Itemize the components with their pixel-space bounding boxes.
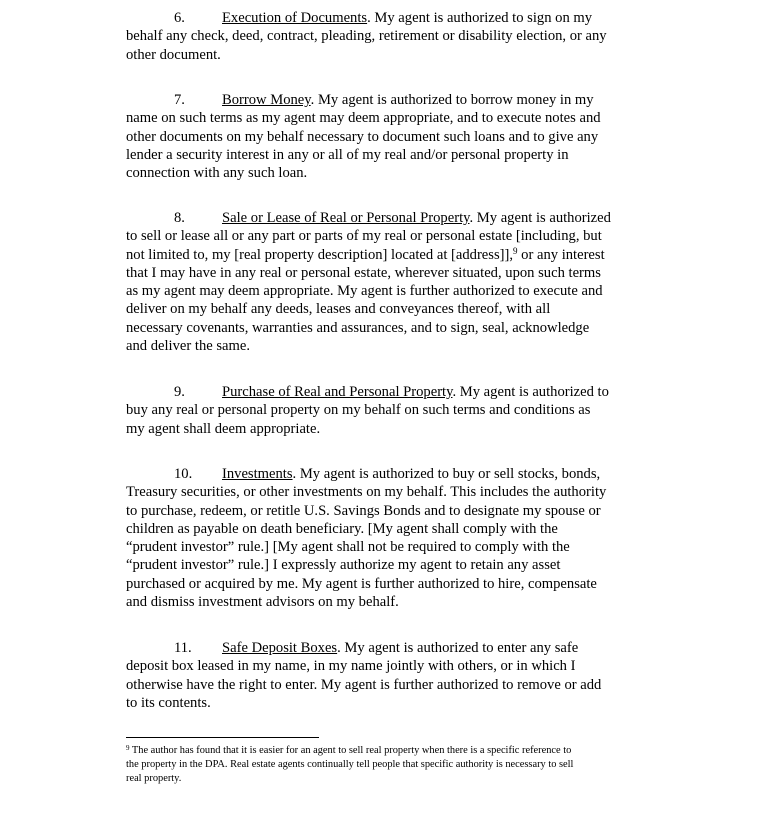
section-text: or any interest	[517, 246, 605, 263]
footnote-reference[interactable]: 9	[513, 245, 518, 256]
section-line: deliver on my behalf any deeds, leases and conveyances thereof, with all	[126, 301, 551, 318]
section-number: 10.	[174, 466, 193, 482]
section-number: 11.	[174, 640, 192, 656]
section-heading: Safe Deposit Boxes	[222, 640, 338, 656]
footnote-number: 9	[126, 744, 130, 752]
section-number: 8.	[174, 210, 185, 226]
section-line: “prudent investor” rule.] [My agent shall not be required to comply with the	[126, 539, 570, 556]
section-line: children as payable on death beneficiary. [My agent shall comply with the	[126, 520, 558, 537]
section-heading: Execution of Documents	[222, 10, 368, 26]
section-number: 7.	[174, 92, 185, 108]
section-line: and deliver the same.	[126, 338, 250, 355]
section-number: 9.	[174, 384, 185, 400]
section-first-line	[126, 209, 666, 227]
section-heading: Sale or Lease of Real or Personal Property	[222, 210, 470, 226]
section-line: to purchase, redeem, or retitle U.S. Savings Bonds and to designate my spouse or	[126, 502, 601, 519]
section-text: . My agent is authorized to	[452, 384, 609, 400]
section-line: Treasury securities, or other investments on my behalf. This includes the authority	[126, 484, 607, 501]
footnote-line	[126, 744, 666, 758]
section-text: . My agent is authorized to enter any safe	[337, 640, 579, 656]
section-heading: Borrow Money	[222, 92, 311, 108]
section-first-line	[126, 383, 666, 401]
section-line: that I may have in any real or personal estate, wherever situated, upon such terms	[126, 264, 601, 281]
section-line: deposit box leased in my name, in my name jointly with others, or in which I	[126, 658, 576, 675]
section-line: necessary covenants, warranties and assurances, and to sign, seal, acknowledge	[126, 319, 590, 336]
section-first-line	[126, 9, 666, 27]
section-first-line	[126, 639, 666, 657]
section-line: connection with any such loan.	[126, 165, 308, 182]
section-9	[126, 383, 666, 438]
section-line: behalf any check, deed, contract, pleading, retirement or disability election, or any	[126, 28, 607, 45]
section-line: otherwise have the right to enter. My agent is further authorized to remove or add	[126, 676, 602, 693]
footnote-text: The author has found that it is easier for an agent to sell real property when there is a specific reference to	[129, 745, 572, 756]
section-line: “prudent investor” rule.] I expressly authorize my agent to retain any asset	[126, 557, 561, 574]
section-line: as my agent may deem appropriate. My agent is further authorized to execute and	[126, 283, 603, 300]
section-line: lender a security interest in any or all of my real and/or personal property in	[126, 146, 569, 163]
section-line: other documents on my behalf necessary to document such loans and to give any	[126, 128, 599, 145]
footnote-separator	[126, 737, 319, 738]
section-line: to its contents.	[126, 694, 211, 711]
section-7	[126, 91, 666, 182]
section-number: 6.	[174, 10, 185, 26]
section-first-line	[126, 91, 666, 109]
section-text: . My agent is authorized to sign on my	[367, 10, 593, 26]
section-line: to sell or lease all or any part or parts of my real or personal estate [including, but	[126, 228, 602, 245]
footnote-line: real property.	[126, 773, 182, 784]
section-text: . My agent is authorized to buy or sell stocks, bonds,	[292, 466, 601, 482]
section-11	[126, 639, 666, 712]
section-text: . My agent is authorized to borrow money in my	[310, 92, 594, 108]
footnote	[126, 744, 666, 786]
section-heading: Purchase of Real and Personal Property	[222, 384, 453, 400]
section-line	[126, 246, 666, 264]
section-8	[126, 209, 666, 355]
section-first-line	[126, 465, 666, 483]
section-text: not limited to, my [real property description] located at [address]],	[126, 246, 514, 263]
section-10	[126, 465, 666, 611]
section-heading: Investments	[222, 466, 293, 482]
section-line: other document.	[126, 46, 221, 63]
section-line: name on such terms as my agent may deem appropriate, and to execute notes and	[126, 110, 601, 127]
footnote-line: the property in the DPA. Real estate agents continually tell people that specific authority is necessary to sell	[126, 759, 574, 770]
section-text: . My agent is authorized	[469, 210, 611, 226]
section-6	[126, 9, 666, 64]
section-line: buy any real or personal property on my behalf on such terms and conditions as	[126, 402, 591, 419]
section-line: and dismiss investment advisors on my behalf.	[126, 594, 399, 611]
section-line: my agent shall deem appropriate.	[126, 420, 321, 437]
section-line: purchased or acquired by me. My agent is further authorized to hire, compensate	[126, 575, 597, 592]
